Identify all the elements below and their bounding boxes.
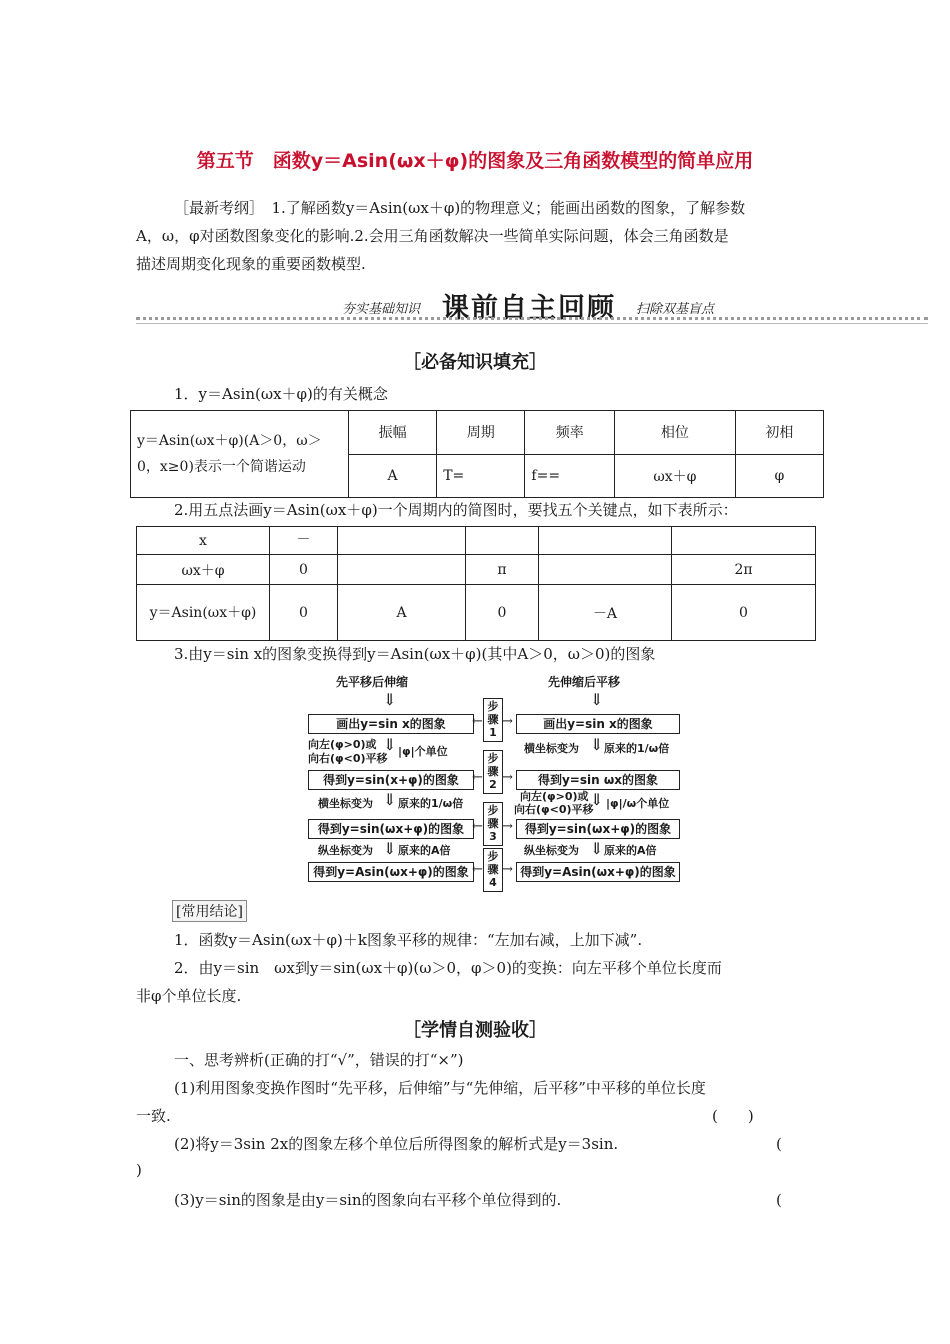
band-left-text: 夯实基础知识 <box>342 302 421 317</box>
question-3: (3)y＝sin的图象是由y＝sin的图象向右平移个单位得到的. <box>174 1191 562 1209</box>
step-3-box: 步骤3 <box>483 802 503 846</box>
section-header-knowledge: ［必备知识填充］ <box>403 352 547 373</box>
question-2-answer-open[interactable]: ( <box>776 1135 782 1153</box>
value-phase: ωx＋φ <box>615 454 736 498</box>
flow-left-label-1c: |φ|个单位 <box>398 745 448 758</box>
syllabus-line-2: A，ω，φ对函数图象变化的影响.2.会用三角函数解决一些简单实际问题，体会三角函数是 <box>136 227 729 245</box>
concept-description: y＝Asin(ωx＋φ)(A＞0，ω＞0，x≥0)表示一个简谐运动 <box>131 411 349 498</box>
left-arrow-icon: ← <box>472 770 483 785</box>
flow-left-label-2a: 横坐标变为 <box>318 797 373 810</box>
row-y-label: y＝Asin(ωx＋φ) <box>137 585 270 641</box>
header-frequency: 频率 <box>525 411 615 455</box>
right-arrow-icon: → <box>502 770 513 785</box>
header-phase: 相位 <box>615 411 736 455</box>
band-title: 课前自主回顾 <box>442 293 616 324</box>
flow-right-label-2c: |φ|/ω个单位 <box>606 797 670 810</box>
step-2-box: 步骤2 <box>483 750 503 794</box>
question-2: (2)将y＝3sin 2x的图象左移个单位后所得图象的解析式是y＝3sin. <box>174 1135 619 1153</box>
cell-x-2 <box>338 527 466 555</box>
self-test-intro: 一、思考辨析(正确的打“√”，错误的打“×”) <box>174 1051 464 1069</box>
down-arrow-icon: ⇓ <box>590 790 604 809</box>
conclusion-1: 1．函数y＝Asin(ωx＋φ)＋k图象平移的规律：“左加右减，上加下减”. <box>174 931 643 949</box>
right-arrow-icon: → <box>502 819 513 834</box>
item-1: 1．y＝Asin(ωx＋φ)的有关概念 <box>174 385 388 403</box>
flow-right-box-3: 得到y=sin(ωx+φ)的图象 <box>516 819 680 839</box>
flow-left-label-3c: 原来的A倍 <box>398 844 451 857</box>
left-arrow-icon: ← <box>472 714 483 729</box>
cell-phase-3: π <box>466 555 539 585</box>
page-title: 第五节 函数y＝Asin(ωx＋φ)的图象及三角函数模型的简单应用 <box>196 150 754 172</box>
cell-x-5 <box>672 527 816 555</box>
question-1-answer-blank[interactable]: ( ) <box>712 1107 754 1125</box>
item-3: 3.由y＝sin x的图象变换得到y＝Asin(ωx＋φ)(其中A＞0，ω＞0)的图象 <box>174 645 656 663</box>
flow-left-label-3a: 纵坐标变为 <box>318 844 373 857</box>
value-amplitude: A <box>349 454 437 498</box>
cell-x-1: － <box>270 527 338 555</box>
flow-right-label-3a: 纵坐标变为 <box>524 844 579 857</box>
band-right-text: 扫除双基盲点 <box>636 302 715 317</box>
flow-right-box-2: 得到y=sin ωx的图象 <box>516 770 680 790</box>
section-header-self-test: ［学情自测验收］ <box>403 1020 547 1041</box>
cell-y-2: A <box>338 585 466 641</box>
cell-phase-1: 0 <box>270 555 338 585</box>
cell-phase-4 <box>539 555 672 585</box>
down-arrow-icon: ⇓ <box>383 839 397 858</box>
question-3-answer-open[interactable]: ( <box>776 1191 782 1209</box>
cell-phase-5: 2π <box>672 555 816 585</box>
concept-table <box>130 410 824 498</box>
step-1-box: 步骤1 <box>483 698 503 742</box>
five-point-table <box>136 526 816 641</box>
header-period: 周期 <box>437 411 525 455</box>
flow-left-label-2c: 原来的1/ω倍 <box>398 797 464 810</box>
flow-right-label-2a: 向左(φ>0)或 <box>520 790 589 803</box>
flow-left-label-1b: 向右(φ<0)平移 <box>308 752 388 765</box>
band-divider-thin <box>136 323 928 324</box>
down-arrow-icon: ⇓ <box>383 735 397 754</box>
flow-left-title: 先平移后伸缩 <box>336 675 409 689</box>
flow-right-label-1a: 横坐标变为 <box>524 742 579 755</box>
down-arrow-icon: ⇓ <box>590 839 604 858</box>
flow-right-box-1: 画出y=sin x的图象 <box>516 714 680 734</box>
row-x-label: x <box>137 527 270 555</box>
down-arrow-icon: ⇓ <box>383 690 397 709</box>
down-arrow-icon: ⇓ <box>590 735 604 754</box>
flow-left-box-1: 画出y=sin x的图象 <box>308 714 474 734</box>
value-period: T= <box>437 454 525 498</box>
flow-left-box-2: 得到y=sin(x+φ)的图象 <box>308 770 474 790</box>
right-arrow-icon: → <box>502 714 513 729</box>
question-2-answer-close: ) <box>136 1161 142 1179</box>
question-1-line-2: 一致. <box>136 1107 171 1125</box>
header-initial-phase: 初相 <box>735 411 823 455</box>
cell-x-4 <box>539 527 672 555</box>
syllabus-line-1: ［最新考纲］ 1.了解函数y＝Asin(ωx＋φ)的物理意义；能画出函数的图象，了解参数 <box>174 199 746 217</box>
right-arrow-icon: → <box>502 862 513 877</box>
flow-right-label-2b: 向右(φ<0)平移 <box>514 803 594 816</box>
question-1-line-1: (1)利用图象变换作图时“先平移，后伸缩”与“先伸缩，后平移”中平移的单位长度 <box>174 1079 706 1097</box>
conclusion-2-line-1: 2．由y＝sin ωx到y＝sin(ωx＋φ)(ω＞0，φ＞0)的变换：向左平移个单位长度而 <box>174 959 722 977</box>
flow-right-box-4: 得到y=Asin(ωx+φ)的图象 <box>516 862 680 882</box>
band-divider <box>136 317 928 320</box>
flow-right-title: 先伸缩后平移 <box>548 675 621 689</box>
header-amplitude: 振幅 <box>349 411 437 455</box>
value-initial-phase: φ <box>735 454 823 498</box>
syllabus-line-3: 描述周期变化现象的重要函数模型. <box>136 255 366 273</box>
step-4-box: 步骤4 <box>483 848 503 892</box>
item-2: 2.用五点法画y＝Asin(ωx＋φ)一个周期内的简图时，要找五个关键点，如下表所示： <box>174 501 738 519</box>
flow-left-label-1a: 向左(φ>0)或 <box>308 738 377 751</box>
cell-y-1: 0 <box>270 585 338 641</box>
cell-y-4: －A <box>539 585 672 641</box>
row-phase-label: ωx＋φ <box>137 555 270 585</box>
flow-right-label-3c: 原来的A倍 <box>604 844 657 857</box>
cell-phase-2 <box>338 555 466 585</box>
flow-left-box-3: 得到y=sin(ωx+φ)的图象 <box>308 819 474 839</box>
conclusion-tag: [常用结论] <box>172 900 247 922</box>
left-arrow-icon: ← <box>472 819 483 834</box>
down-arrow-icon: ⇓ <box>590 690 604 709</box>
left-arrow-icon: ← <box>472 862 483 877</box>
value-frequency: f== <box>525 454 615 498</box>
conclusion-2-line-2: 非φ个单位长度. <box>136 987 242 1005</box>
flow-left-box-4: 得到y=Asin(ωx+φ)的图象 <box>308 862 474 882</box>
cell-x-3 <box>466 527 539 555</box>
flow-right-label-1c: 原来的1/ω倍 <box>604 742 670 755</box>
down-arrow-icon: ⇓ <box>383 790 397 809</box>
cell-y-5: 0 <box>672 585 816 641</box>
cell-y-3: 0 <box>466 585 539 641</box>
